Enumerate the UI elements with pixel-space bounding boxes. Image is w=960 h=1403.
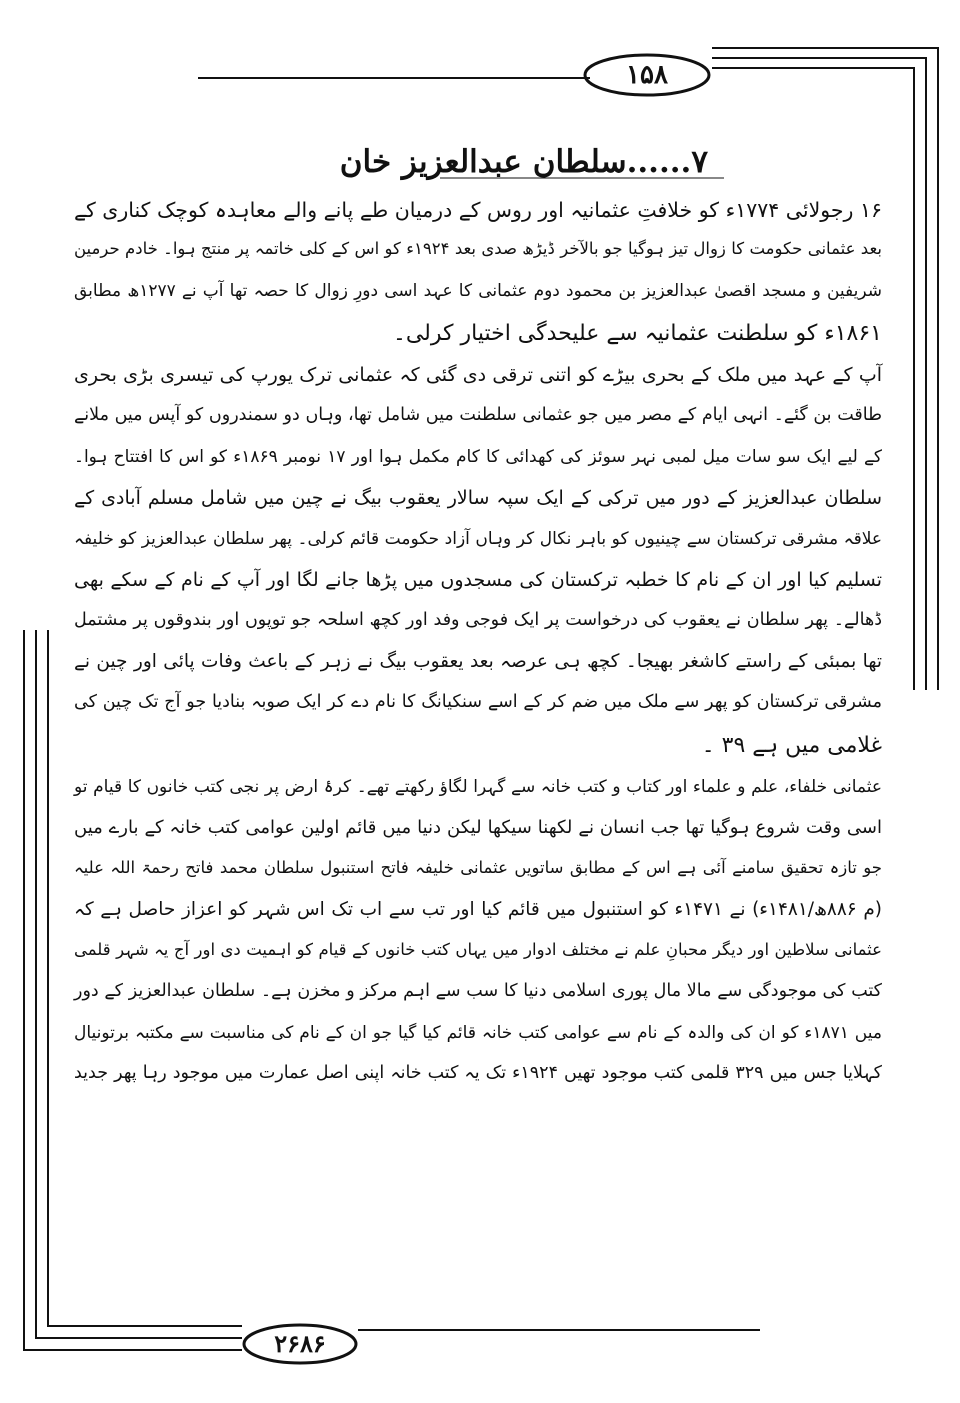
body-line: شریفین و مسجد اقصیٰ عبدالعزیز بن محمود دوم عثمانی کا عہد اسی دورِ زوال کا حصہ تھا آپ نے ۱۲۷۷ھ مطابق — [74, 281, 882, 301]
body-line: ۱۸۶۱ء کو سلطنت عثمانیہ سے علیحدگی اختیار کرلی۔ — [392, 321, 882, 346]
body-line: غلامی میں ہے ۳۹ ۔ — [701, 733, 882, 758]
body-line: کتب کی موجودگی سے مالا مال پوری اسلامی دنیا کا سب سے اہم مرکز و مخزن ہے۔ سلطان عبدالعزیز کے دور — [74, 981, 882, 1001]
body-line: کے لیے ایک سو سات میل لمبی نہر سوئز کی کھدائی کا کام مکمل ہوا اور ۱۷ نومبر ۱۸۶۹ء کو اس کا افتتاح ہوا۔ — [74, 447, 883, 467]
body-line: ڈھالے۔ پھر سلطان نے یعقوب کی درخواست پر ایک فوجی وفد اور کچھ اسلحہ جو توپوں اور بندوقوں پر مشتمل — [74, 610, 882, 630]
section-heading: ۷......سلطان عبدالعزیز خان — [339, 144, 708, 180]
bottom-page-number: ۲۶۸۶ — [274, 1329, 326, 1358]
body-line: کہلایا جس میں ۳۲۹ قلمی کتب موجود تھیں ۱۹۲۴ء تک یہ کتب خانہ اپنی اصل عمارت میں موجود رہا پھر جدید — [74, 1063, 882, 1083]
body-line: ۱۶ رجولائی ۱۷۷۴ء کو خلافتِ عثمانیہ اور روس کے درمیان طے پانے والے معاہدہ کوچک کناری کے — [74, 198, 882, 222]
body-line: بعد عثمانی حکومت کا زوال تیز ہوگیا جو بالآخر ڈیڑھ صدی بعد ۱۹۲۴ء کو اس کے کلی خاتمہ پر منتج ہوا۔ خادم حرمین — [74, 239, 882, 258]
body-line: تھا بمبئی کے راستے کاشغر بھیجا۔ کچھ ہی عرصہ بعد یعقوب بیگ نے زہر کے باعث وفات پائی اور چین نے — [74, 651, 882, 672]
body-line: سلطان عبدالعزیز کے دور میں ترکی کے ایک سپہ سالار یعقوب بیگ نے چین میں شامل مسلم آبادی کے — [74, 487, 882, 509]
top-page-number: ۱۵۸ — [626, 60, 668, 90]
body-line: عثمانی خلفاء، علم و علماء اور کتاب و کتب خانہ سے گہرا لگاؤ رکھتے تھے۔ کرۂ ارض پر نجی کتب خانوں کا قیام تو — [74, 777, 882, 797]
body-line: اسی وقت شروع ہوگیا تھا جب انسان نے لکھنا سیکھا لیکن دنیا میں قائم اولین عوامی کتب خانہ کے بارے میں — [74, 817, 882, 838]
body-line: تسلیم کیا اور ان کے نام کا خطبہ ترکستان کی مسجدوں میں پڑھا جانے لگا اور آپ کے نام کے سکے بھی — [74, 569, 882, 591]
frame-bottom-left-inner — [48, 630, 242, 1326]
body-line: مشرقی ترکستان کو پھر سے ملک میں ضم کر کے اسے سنکیانگ کا نام دے کر ایک صوبہ بنادیا جو آج تک چین کی — [74, 692, 882, 712]
body-line: عثمانی سلاطین اور دیگر محبانِ علم نے مختلف ادوار میں یہاں کتب خانوں کے قیام کو اہمیت دی اور آج یہ شہر قلمی — [74, 940, 882, 959]
body-line: میں ۱۸۷۱ء کو ان کی والدہ کے نام سے عوامی کتب خانہ قائم کیا گیا جو ان کے نام کی مناسبت سے مکتبہ برتونیال — [74, 1023, 882, 1043]
body-line: جو تازہ تحقیق سامنے آئی ہے اس کے مطابق ساتویں عثمانی خلیفہ فاتح استنبول سلطان محمد فاتح رحمۃ اللہ علیہ — [74, 858, 882, 877]
body-line: آپ کے عہد میں ملک کے بحری بیڑے کو اتنی ترقی دی گئی کہ عثمانی ترک یورپ کی تیسری بڑی بحری — [74, 364, 882, 386]
body-line: علاقہ مشرقی ترکستان سے چینیوں کو باہر نکال کر وہاں آزاد حکومت قائم کرلی۔ پھر سلطان عبدالعزیز کو خلیفہ — [74, 529, 882, 549]
body-line: طاقت بن گئے۔ انہی ایام کے مصر میں جو عثمانی سلطنت میں شامل تھا، وہاں دو سمندروں کو آپس میں ملانے — [74, 405, 882, 425]
body-line: (م ۸۸۶ھ/۱۴۸۱ء) نے ۱۴۷۱ء کو استنبول میں قائم کیا اور تب سے اب تک اس شہر کو اعزاز حاصل ہے کہ — [74, 899, 882, 920]
